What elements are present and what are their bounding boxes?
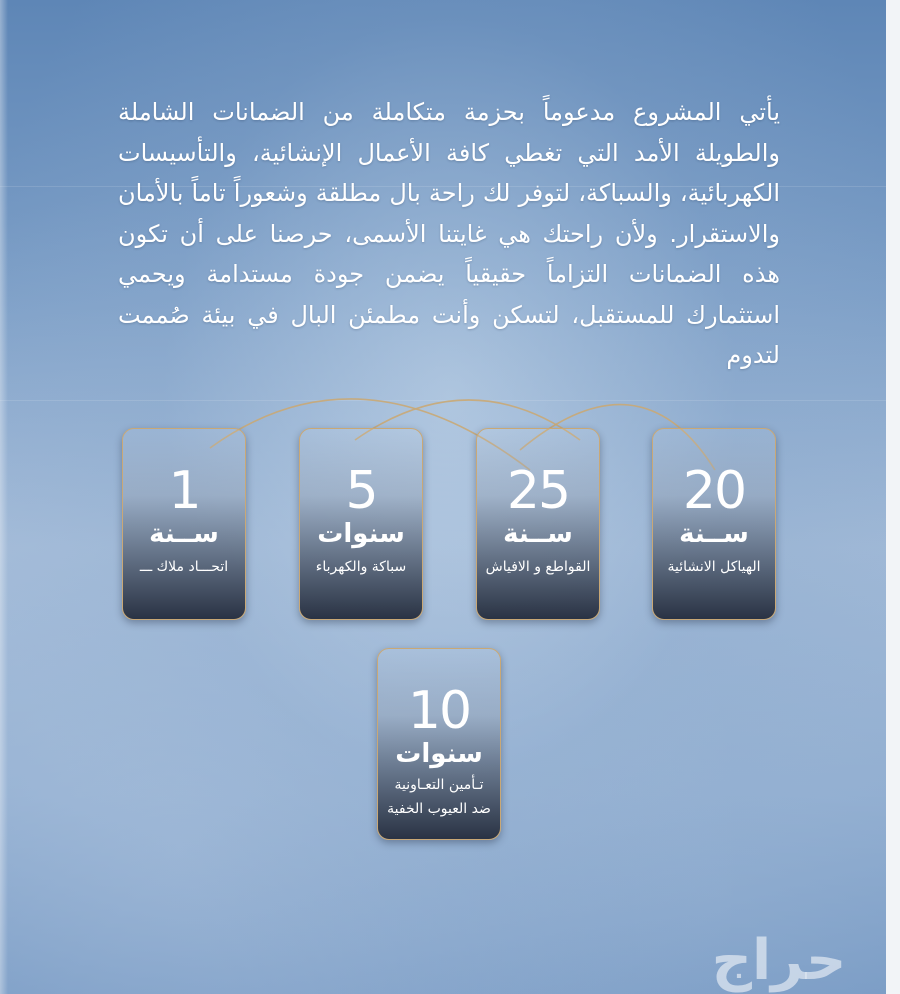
warranty-years: 10 xyxy=(407,681,471,741)
warranty-unit: ســنة xyxy=(503,519,573,549)
warranty-years: 5 xyxy=(345,461,377,521)
warranty-card-structures xyxy=(652,428,776,620)
warranty-description: القواطع و الافياش xyxy=(485,559,591,575)
warranty-years: 20 xyxy=(682,461,746,521)
warranty-years: 25 xyxy=(506,461,570,521)
warranty-card-plumbing-electric xyxy=(299,428,423,620)
right-edge-strip xyxy=(886,0,900,994)
warranty-unit: سنوات xyxy=(317,519,405,549)
left-edge-strip xyxy=(0,0,8,994)
warranty-card-hidden-defects-insurance xyxy=(377,648,501,840)
haraj-watermark: حراج xyxy=(711,928,847,993)
warranty-unit: ســنة xyxy=(149,519,219,549)
warranty-unit: ســنة xyxy=(679,519,749,549)
warranty-description-line-1: تـأمين التعـاونية xyxy=(394,777,484,793)
warranty-years: 1 xyxy=(168,461,200,521)
warranty-description-line-2: ضد العيوب الخفية xyxy=(387,801,491,817)
intro-paragraph: يأتي المشروع مدعوماً بحزمة متكاملة من الضمانات الشاملة والطويلة الأمد التي تغطي كافة الأعمال الإنشائية، والتأسيسات الكهربائية، والسباكة، لتوفر لك راحة بال مطلقة وشعوراً تاماً بالأمان والاستقرار. ولأن راحتك هي غايتنا الأسمى، حرصنا على أن تكون هذه الضمانات التزاماً حقيقياً يضمن جودة مستدامة ويحمي استثمارك للمستقبل، لتسكن وأنت مطمئن البال في بيئة صُممت لتدوم xyxy=(118,98,780,369)
warranty-card-owners-association xyxy=(122,428,246,620)
warranty-unit: سنوات xyxy=(395,739,483,769)
background-seam xyxy=(0,400,886,401)
warranty-description: اتحـــاد ملاك ـــ xyxy=(139,559,229,575)
warranty-description: سباكة والكهرباء xyxy=(315,559,407,575)
warranty-description: الهياكل الانشائية xyxy=(667,559,761,575)
warranty-card-switches-sockets xyxy=(476,428,600,620)
